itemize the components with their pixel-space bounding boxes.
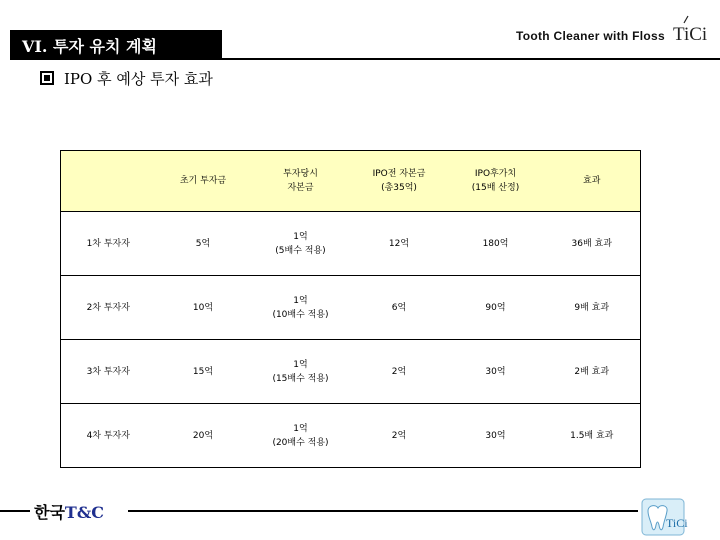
table-cell-line: 2배 효과 xyxy=(574,366,610,377)
table-cell xyxy=(351,212,448,276)
table-cell-line: 15억 xyxy=(192,366,214,377)
subtitle-text: IPO 후 예상 투자 효과 xyxy=(64,70,213,88)
tici-logo-icon xyxy=(672,14,708,45)
table-cell-line: 10억 xyxy=(192,302,214,313)
column-header-line: IPO후가치 xyxy=(474,169,517,179)
table-cell-line: 2억 xyxy=(391,430,407,441)
table-cell-line: 180억 xyxy=(482,238,509,249)
column-header xyxy=(544,151,641,212)
table-cell-line: 6억 xyxy=(391,302,407,313)
table-cell-line: 36배 효과 xyxy=(571,238,612,249)
table-cell xyxy=(251,276,351,340)
table-cell-line: 1억 xyxy=(293,295,308,306)
table-cell xyxy=(351,340,448,404)
table-cell-line: 90억 xyxy=(485,302,506,313)
column-header xyxy=(448,151,544,212)
column-header-line: 투자당시 xyxy=(283,169,318,179)
section-title-bar xyxy=(10,30,222,60)
column-header-line: (총35억) xyxy=(381,183,417,193)
table-cell-line: (20배수 적용) xyxy=(272,437,329,448)
table-cell xyxy=(544,404,641,468)
footer-logo-text: TiCi xyxy=(666,516,688,530)
tici-logo-text: TiCi xyxy=(673,24,708,45)
table-cell xyxy=(251,404,351,468)
table-cell xyxy=(61,276,156,340)
footer-divider-right xyxy=(128,510,638,512)
tici-tooth-logo-icon xyxy=(640,497,686,537)
table-cell-line: 1차 투자자 xyxy=(86,238,130,249)
table-cell xyxy=(448,404,544,468)
table-cell xyxy=(351,276,448,340)
table-cell xyxy=(351,404,448,468)
column-header xyxy=(61,151,156,212)
table-cell xyxy=(61,212,156,276)
table-cell-line: (5배수 적용) xyxy=(275,245,326,256)
column-header-line: IPO전 자본금 xyxy=(372,169,426,179)
table-cell xyxy=(156,212,251,276)
table-cell-line: 1.5배 효과 xyxy=(570,430,614,441)
table-cell xyxy=(251,212,351,276)
column-header xyxy=(351,151,448,212)
table-row xyxy=(61,340,641,404)
table-cell-line: 4차 투자자 xyxy=(86,430,130,441)
table-cell xyxy=(156,276,251,340)
table-cell-line: 5억 xyxy=(195,238,211,249)
column-header-line: 자본금 xyxy=(287,183,314,193)
company-name-latin: T&C xyxy=(64,503,105,522)
column-header xyxy=(156,151,251,212)
table-cell-line: 9배 효과 xyxy=(574,302,610,313)
brand-tagline: Tooth Cleaner with Floss xyxy=(516,29,665,43)
table-cell xyxy=(61,404,156,468)
table-cell xyxy=(251,340,351,404)
section-title: VI. 투자 유치 계획 xyxy=(22,37,157,56)
square-bullet-icon xyxy=(40,71,54,85)
table-cell-line: (15배수 적용) xyxy=(272,373,329,384)
table-row xyxy=(61,404,641,468)
table-cell-line: 20억 xyxy=(192,430,214,441)
table-cell-line: 1억 xyxy=(293,359,308,370)
table-cell-line: 1억 xyxy=(293,231,308,242)
table-cell xyxy=(61,340,156,404)
table-cell-line: 30억 xyxy=(485,430,506,441)
company-name xyxy=(34,500,104,523)
column-header xyxy=(251,151,351,212)
column-header-line: (15배 산정) xyxy=(471,183,520,193)
table-cell-line: 12억 xyxy=(388,238,410,249)
investment-effect-table xyxy=(60,150,641,468)
table-cell xyxy=(544,212,641,276)
subtitle xyxy=(40,68,213,89)
table-cell xyxy=(448,276,544,340)
table-row xyxy=(61,212,641,276)
table-cell-line: 30억 xyxy=(485,366,506,377)
table-cell-line: 1억 xyxy=(293,423,308,434)
company-name-korean: 한국 xyxy=(34,503,65,522)
column-header-line: 초기 투자금 xyxy=(179,176,227,186)
table-cell-line: 2억 xyxy=(391,366,407,377)
table-cell xyxy=(156,340,251,404)
table-row xyxy=(61,276,641,340)
table-header-row xyxy=(61,151,641,212)
footer-divider-left xyxy=(0,510,30,512)
table-cell xyxy=(544,340,641,404)
table-cell xyxy=(156,404,251,468)
table-cell xyxy=(544,276,641,340)
table-cell-line: 2차 투자자 xyxy=(86,302,130,313)
table-cell-line: 3차 투자자 xyxy=(86,366,130,377)
table-cell xyxy=(448,212,544,276)
table-cell-line: (10배수 적용) xyxy=(272,309,329,320)
column-header-line: 효과 xyxy=(583,176,601,186)
header-divider xyxy=(222,58,720,60)
table-cell xyxy=(448,340,544,404)
